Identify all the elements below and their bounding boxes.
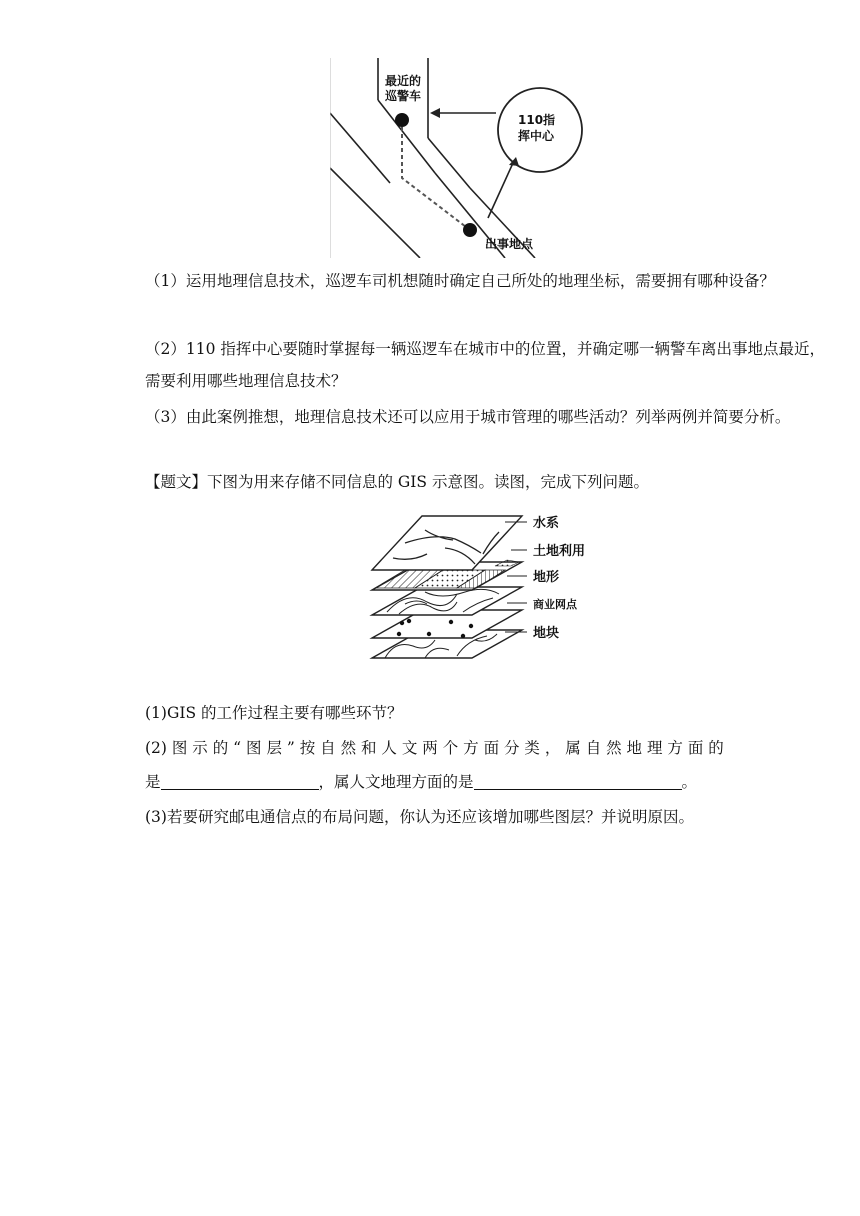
commercial-point [400,621,404,625]
center-label-line2: 挥中心 [518,129,555,143]
natural-answer-blank[interactable] [161,771,319,790]
question-2-3: (3)若要研究邮电通信点的布局问题，你认为还应该增加哪些图层？并说明原因。 [145,808,694,826]
question-2-1: (1)GIS 的工作过程主要有哪些环节？ [145,704,403,722]
q2-suffix: 。 [681,773,698,791]
layer-label-commercial: 商业网点 [533,598,577,611]
commercial-point [461,634,465,638]
commercial-point [407,619,411,623]
incident-label: 出事地点 [485,237,534,251]
question-1-2: （2）110 指挥中心要随时掌握每一辆巡逻车在城市中的位置，并确定哪一辆警车离出事地点最近，需要利用哪些地理信息技术？ [145,340,825,390]
stem-text: 【题文】下图为用来存储不同信息的 GIS 示意图。读图，完成下列问题。 [145,473,649,491]
question-1-3: （3）由此案例推想，地理信息技术还可以应用于城市管理的哪些活动？列举两例并简要分析。 [145,408,791,426]
layer-label-terrain: 地形 [533,570,560,585]
commercial-point [449,620,453,624]
commercial-point [469,624,473,628]
layer-label-parcels: 地块 [533,626,560,641]
patrol-car-dot [395,113,409,127]
layer-label-landuse: 土地利用 [533,544,586,559]
incident-dot [463,223,477,237]
commercial-point [427,632,431,636]
question-1-1: （1）运用地理信息技术，巡逻车司机想随时确定自己所处的地理坐标，需要拥有哪种设备？ [145,272,775,290]
human-answer-blank[interactable] [474,771,682,790]
q2-prefix: 是 [145,773,161,791]
question-2-2-line1: (2) 图 示 的 “ 图 层 ” 按 自 然 和 人 文 两 个 方 面 分 类 ， 属 自 然 地 理 方 面 的 [145,739,724,757]
center-label-line1: 110指 [518,113,556,127]
patrol-map-figure [330,58,630,258]
commercial-point [397,632,401,636]
layer-label-water: 水系 [533,516,560,531]
gis-layers-figure [365,508,605,690]
q2-middle: ，属人文地理方面的是 [318,773,474,791]
car-label-line2: 巡警车 [385,89,422,103]
car-label-line1: 最近的 [385,74,422,88]
question-2-2-line2 [145,766,825,798]
